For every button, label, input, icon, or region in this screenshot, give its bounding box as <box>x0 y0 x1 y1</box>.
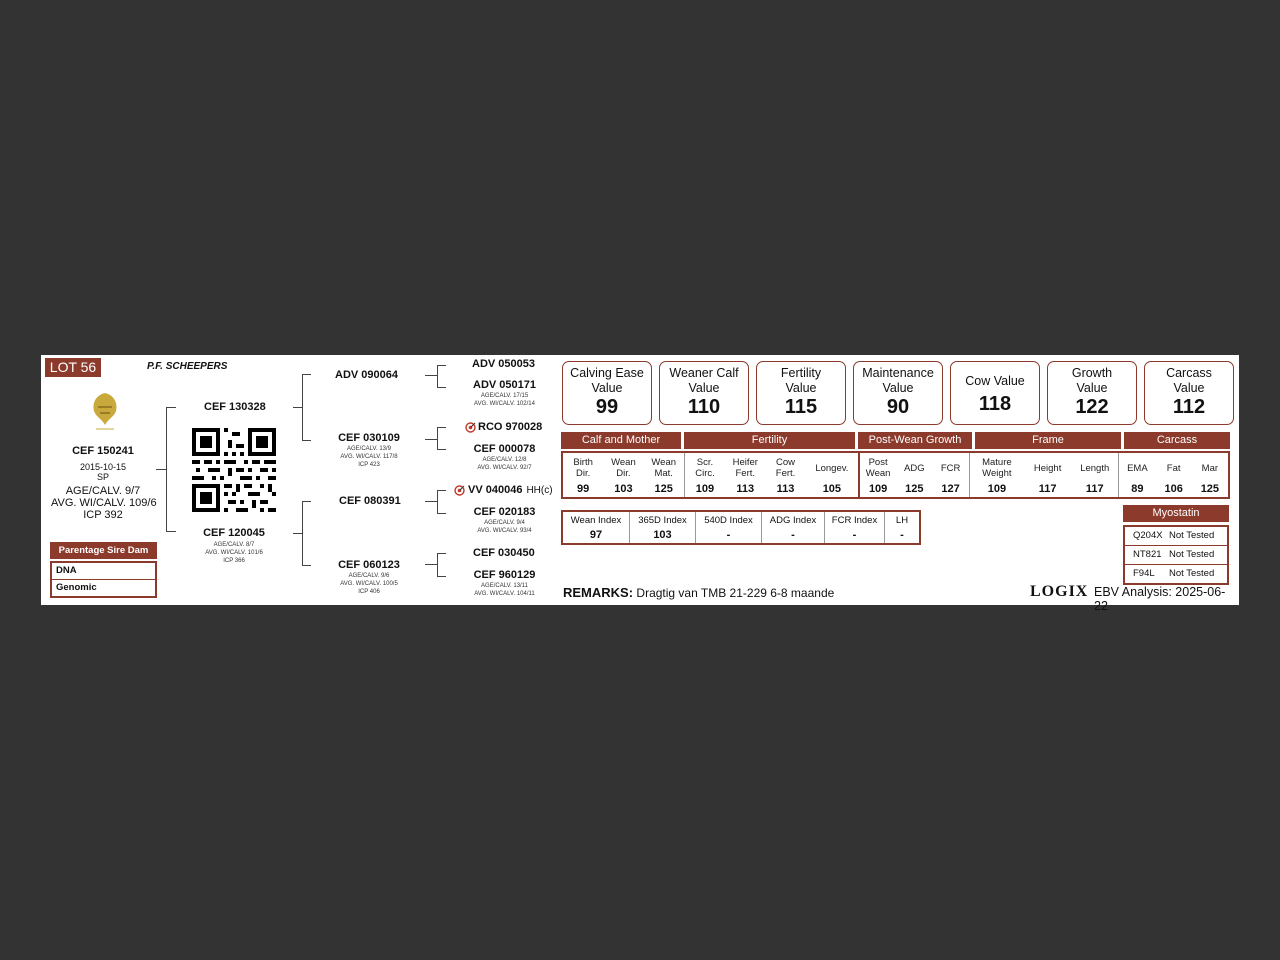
dam-id: CEF 120045 <box>203 527 265 539</box>
value-number: 115 <box>784 396 818 418</box>
sd-age: AGE/CALV. 13/9 <box>346 446 392 452</box>
value-card-fertility <box>756 361 846 425</box>
value-label: Fertility <box>780 366 822 380</box>
animal-age-calv: AGE/CALV. 9/7 <box>65 485 141 497</box>
dsd-id: CEF 020183 <box>473 506 536 518</box>
myostatin-row: Q204X Not Tested <box>1133 530 1215 541</box>
parentage-row: Genomic <box>52 579 155 596</box>
value-number: 122 <box>1075 396 1109 418</box>
index-cell: LH - <box>884 512 919 543</box>
value-label: Carcass <box>1166 366 1212 380</box>
sire-id: CEF 130328 <box>204 401 266 413</box>
ssd-age: AGE/CALV. 17/15 <box>480 393 529 399</box>
ds-id: CEF 080391 <box>339 495 401 507</box>
value-label: Value <box>688 381 720 395</box>
lot-card <box>41 355 1239 613</box>
ebv-cell: Birth Dir. 99 <box>573 457 593 495</box>
value-number: 110 <box>687 396 721 418</box>
index-cell: 540D Index - <box>695 512 761 543</box>
value-number: 112 <box>1172 396 1206 418</box>
breeder-name: P.F. SCHEEPERS <box>147 361 228 372</box>
sd-id: CEF 030109 <box>338 432 400 444</box>
ddd-block <box>457 569 552 598</box>
lot-badge: LOT 56 <box>45 358 101 377</box>
remarks-label: REMARKS: <box>563 585 634 600</box>
parentage-header: Parentage Sire Dam <box>50 542 157 559</box>
value-label: Value <box>1076 381 1108 395</box>
dss-suffix: HH(c) <box>526 484 553 496</box>
dd-avg: AVG. WI/CALV. 100/5 <box>340 581 398 587</box>
ebv-cell: Mature Weight 109 <box>969 453 1024 497</box>
value-label: Calving Ease <box>570 366 644 380</box>
value-label: Maintenance <box>862 366 934 380</box>
ebv-box-right <box>858 451 1230 499</box>
ebv-box-left <box>561 451 860 499</box>
group-header-frame: Frame <box>975 432 1121 449</box>
dd-block <box>323 559 415 596</box>
index-cell: ADG Index - <box>761 512 824 543</box>
value-label: Cow Value <box>965 374 1025 388</box>
ssd-id: ADV 050171 <box>473 379 536 391</box>
parentage-row: DNA <box>56 565 77 576</box>
index-cell: Wean Index 97 <box>570 515 622 541</box>
ddd-age: AGE/CALV. 13/11 <box>481 583 528 589</box>
dss-id: VV 040046 <box>468 484 523 496</box>
ebv-cell: EMA 89 <box>1118 453 1155 497</box>
sss-id: ADV 050053 <box>472 358 535 370</box>
ebv-cell: Longev. 105 <box>815 462 849 495</box>
ebv-cell: FCR 127 <box>940 462 961 495</box>
logix-logo: LOGIX <box>1030 583 1089 600</box>
ebv-cell: Mar 125 <box>1200 462 1220 495</box>
sds-id: RCO 970028 <box>478 421 543 433</box>
dam-avg: AVG. WI/CALV. 101/6 <box>205 550 263 556</box>
index-table <box>561 510 921 545</box>
sd-icp: ICP 423 <box>358 462 380 468</box>
value-card-weaner-calf <box>659 361 749 425</box>
dam-age: AGE/CALV. 8/7 <box>213 542 255 548</box>
ebv-cell: Cow Fert. 113 <box>775 457 796 495</box>
sdd-avg: AVG. WI/CALV. 92/7 <box>477 465 532 471</box>
index-cell: FCR Index - <box>824 512 884 543</box>
ebv-cell: ADG 125 <box>904 462 925 495</box>
group-header-fertility: Fertility <box>684 432 855 449</box>
parentage-table <box>50 542 157 598</box>
ss-id: ADV 090064 <box>335 369 398 381</box>
myostatin-row: F94L Not Tested <box>1125 564 1227 583</box>
index-cell: 365D Index 103 <box>629 512 695 543</box>
dsd-avg: AVG. WI/CALV. 93/4 <box>477 528 532 534</box>
animal-sex: SP <box>96 472 109 482</box>
ebv-cell: Height 117 <box>1033 462 1062 495</box>
dd-id: CEF 060123 <box>338 559 400 571</box>
myostatin-row: NT821 Not Tested <box>1125 545 1227 564</box>
ddd-id: CEF 960129 <box>473 569 536 581</box>
dd-age: AGE/CALV. 9/6 <box>348 573 390 579</box>
value-label: Growth <box>1071 366 1113 380</box>
value-label: Value <box>882 381 914 395</box>
ssd-block <box>457 379 552 408</box>
animal-avg: AVG. WI/CALV. 109/6 <box>51 497 157 509</box>
ebv-cell: Scr. Circ. 109 <box>684 453 725 497</box>
ebv-cell: Fat 106 <box>1164 462 1183 495</box>
group-header-calf-mother: Calf and Mother <box>561 432 681 449</box>
value-card-carcass <box>1144 361 1234 425</box>
value-card-calving-ease <box>562 361 652 425</box>
value-card-growth <box>1047 361 1137 425</box>
dsd-age: AGE/CALV. 9/4 <box>484 520 525 526</box>
sdd-id: CEF 000078 <box>473 443 536 455</box>
value-label: Value <box>785 381 817 395</box>
sdd-age: AGE/CALV. 12/8 <box>482 457 527 463</box>
myostatin-header: Myostatin <box>1123 505 1229 522</box>
value-label: Value <box>591 381 623 395</box>
dam-icp: ICP 366 <box>223 558 245 564</box>
dd-icp: ICP 406 <box>358 589 380 595</box>
value-number: 118 <box>978 393 1012 415</box>
dss-block <box>454 484 553 496</box>
farm-logo-icon <box>84 389 126 437</box>
value-card-cow <box>950 361 1040 425</box>
animal-dob: 2015-10-15 <box>79 462 127 472</box>
dsd-block <box>457 506 552 535</box>
animal-icp: ICP 392 <box>83 509 123 521</box>
myostatin-table <box>1123 525 1229 585</box>
animal-block <box>51 445 157 521</box>
dds-id: CEF 030450 <box>473 547 535 559</box>
ddd-avg: AVG. WI/CALV. 104/11 <box>474 591 535 597</box>
sd-block <box>323 432 415 469</box>
animal-id: CEF 150241 <box>72 445 134 457</box>
sdd-block <box>457 443 552 472</box>
value-label: Value <box>1173 381 1205 395</box>
value-number: 90 <box>886 396 910 418</box>
qr-code-icon <box>192 428 276 512</box>
ebv-cell: Post Wean 109 <box>865 457 891 495</box>
remarks-text: Dragtig van TMB 21-229 6-8 maande <box>636 586 835 600</box>
sds-block <box>465 421 542 433</box>
ssd-avg: AVG. WI/CALV. 102/14 <box>474 401 535 407</box>
ebv-cell: Length 117 <box>1080 462 1110 495</box>
value-card-maintenance <box>853 361 943 425</box>
ebv-cell: Wean Dir. 103 <box>611 457 636 495</box>
ebv-analysis-date: EBV Analysis: 2025-06-22 <box>1094 585 1226 613</box>
group-header-carcass: Carcass <box>1124 432 1230 449</box>
sd-avg: AVG. WI/CALV. 117/8 <box>340 454 398 460</box>
remarks <box>563 585 834 600</box>
value-number: 99 <box>595 396 619 418</box>
value-label: Weaner Calf <box>669 366 739 380</box>
group-header-post-wean: Post-Wean Growth <box>858 432 972 449</box>
dam-block <box>186 527 282 565</box>
target-icon <box>465 422 476 433</box>
ebv-cell: Heifer Fert. 113 <box>732 457 758 495</box>
target-icon <box>454 485 465 496</box>
ebv-cell: Wean Mat. 125 <box>651 457 677 495</box>
